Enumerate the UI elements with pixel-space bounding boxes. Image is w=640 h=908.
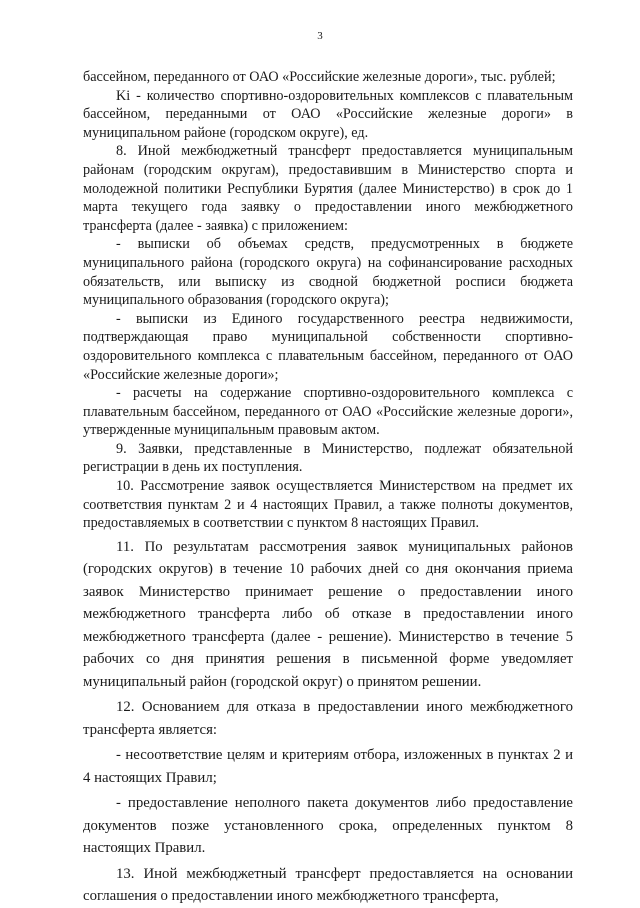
paragraph-continuation: бассейном, переданного от ОАО «Российские железные дороги», тыс. рублей;	[83, 69, 556, 85]
paragraph-13: 13. Иной межбюджетный трансферт предоставляется на основании соглашения о предоставлении иного межбюджетного трансферта,	[83, 865, 573, 905]
paragraph-8-item-budget-extract: - выписки об объемах средств, предусмотренных в бюджете муниципального района (городского округа) на софинансирование расходных обязательств, или выписку из сводной бюджетной росписи бюджета муниципального образования (городского округа);	[83, 236, 573, 309]
paragraph-ki-definition: Ki - количество спортивно-оздоровительных комплексов с плавательным бассейном, переданными от ОАО «Российские железные дороги» в муниципальном районе (городском округе), ед.	[83, 87, 573, 141]
paragraph-12-item-criteria: - несоответствие целям и критериям отбора, изложенных в пунктах 2 и 4 настоящих Правил;	[83, 747, 573, 786]
paragraph-8-item-calculations: - расчеты на содержание спортивно-оздоровительного комплекса с плавательным бассейном, переданного от ОАО «Российские железные дороги», утвержденные муниципальным правовым актом.	[83, 385, 573, 439]
paragraph-11: 11. По результатам рассмотрения заявок муниципальных районов (городских округов) в течение 10 рабочих дней со дня окончания приема заявок Министерство принимает решение о предоставлении иного межбюджетного трансферта либо об отказе в предоставлении иного межбюджетного трансферта (далее - решение). Министерство в течение 5 рабочих со дня принятия решения в письменной форме уведомляет муниципальный район (городской округ) о принятом решении.	[83, 538, 573, 690]
paragraph-8: 8. Иной межбюджетный трансферт предоставляется муниципальным районам (городским округам), предоставившим в Министерство спорта и молодежной политики Республики Бурятия (далее Министерство) в срок до 1 марта текущего года заявку о предоставлении иного межбюджетного трансферта (далее - заявка) с приложением:	[83, 143, 573, 234]
paragraph-12: 12. Основанием для отказа в предоставлении иного межбюджетного трансферта является:	[83, 699, 573, 738]
paragraph-10: 10. Рассмотрение заявок осуществляется Министерством на предмет их соответствия пунктам 2 и 4 настоящих Правил, а также полноты документов, предоставляемых в соответствии с пунктом 8 настоящих Правил.	[83, 478, 573, 532]
document-body	[83, 68, 573, 908]
paragraph-12-item-incomplete-docs: - предоставление неполного пакета документов либо предоставление документов позже установленного срока, определенных пунктом 8 настоящих Правил.	[83, 795, 573, 857]
paragraph-8-item-registry-extract: - выписки из Единого государственного реестра недвижимости, подтверждающая право муниципальной собственности спортивно-оздоровительного комплекса с плавательным бассейном, переданного от ОАО «Российские железные дороги»;	[83, 310, 573, 383]
page-number: 3	[317, 30, 323, 42]
paragraph-9: 9. Заявки, представленные в Министерство, подлежат обязательной регистрации в день их поступления.	[83, 440, 573, 476]
